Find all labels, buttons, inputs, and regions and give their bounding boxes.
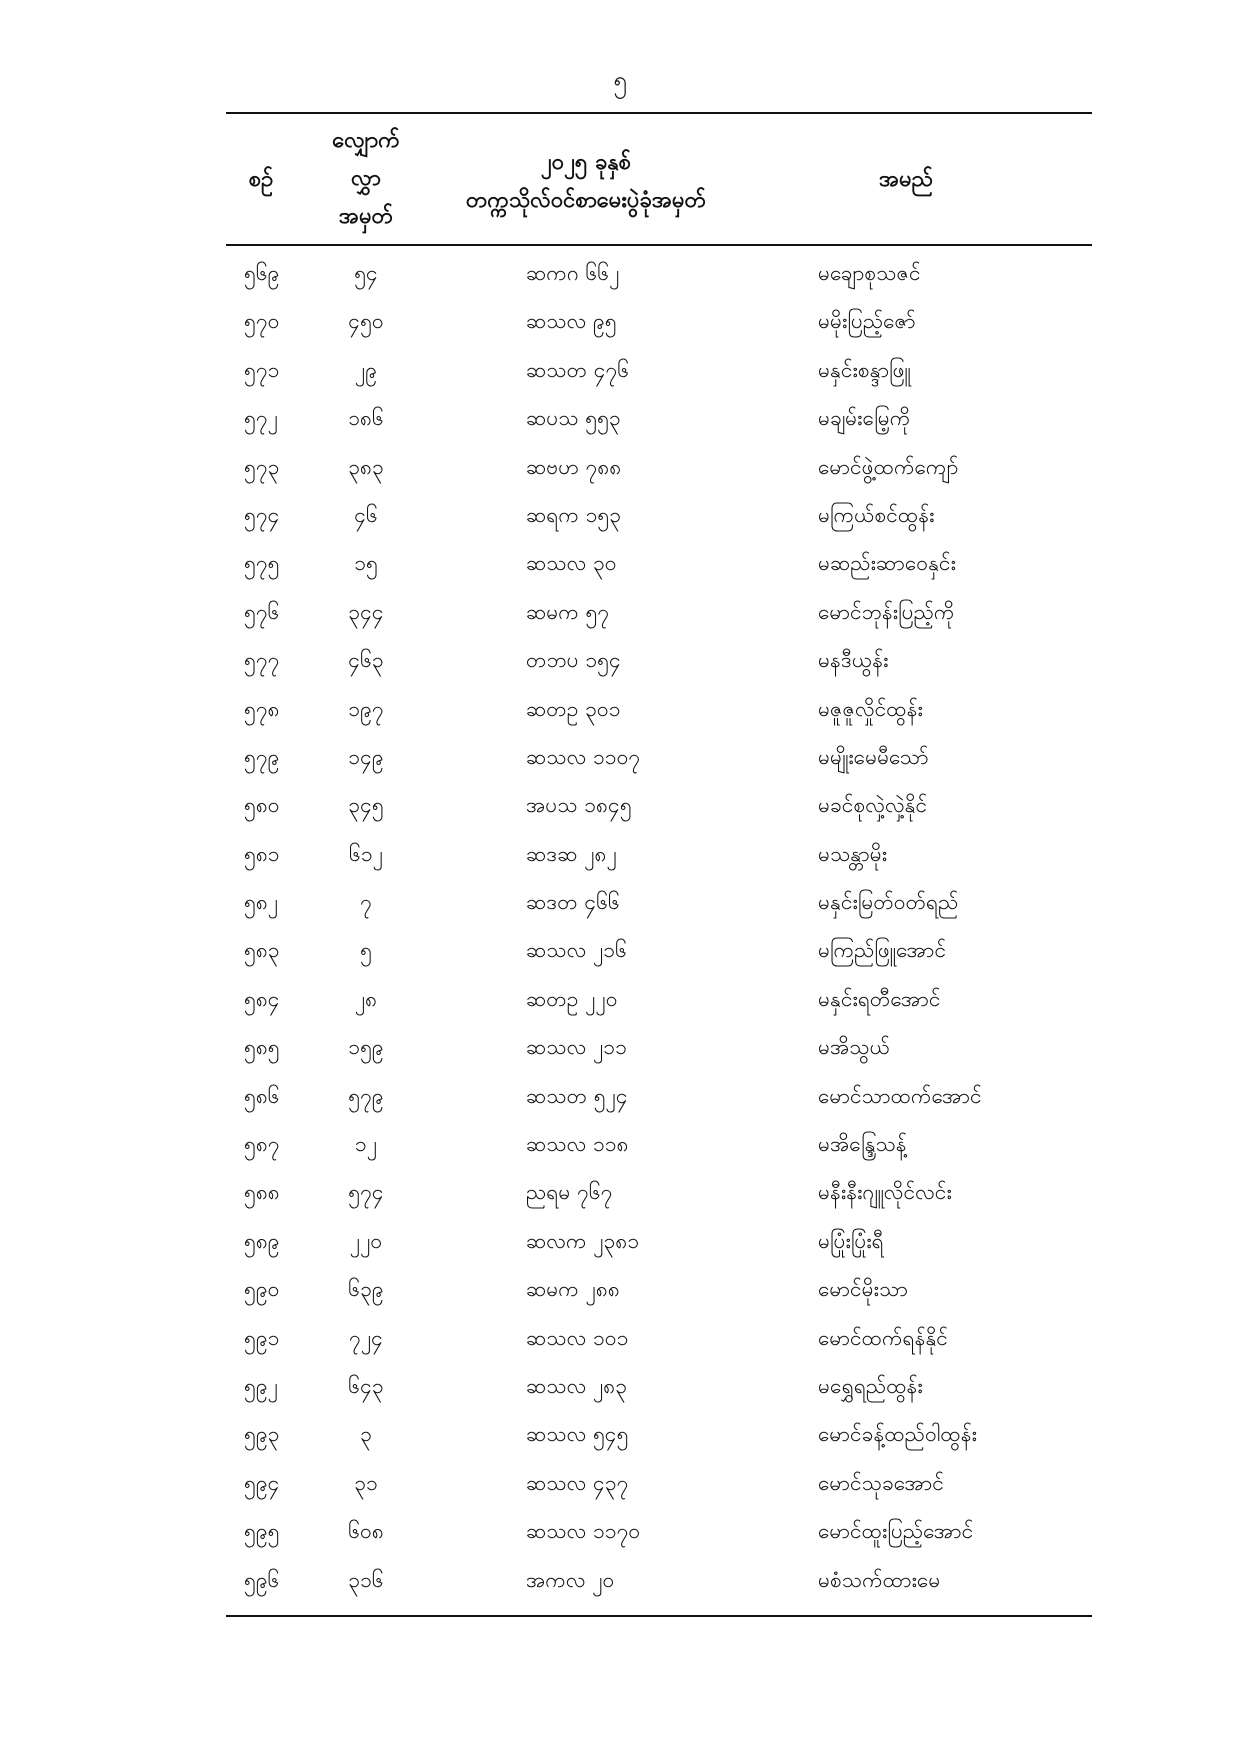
table-row: [226, 637, 1092, 685]
cell-name: မမျိုးမေမီသော်: [818, 744, 929, 769]
cell-seq: ၅၉၅: [244, 1519, 280, 1544]
cell-exam-seat: ဆသလ ၂၁၆: [526, 938, 627, 963]
cell-applicant-number: ၄၆: [354, 502, 378, 527]
cell-seq: ၅၈၀: [244, 793, 280, 818]
cell-seq: ၅၉၆: [244, 1567, 280, 1592]
cell-exam-seat: ဆသတ ၄၇၆: [526, 357, 630, 382]
cell-applicant-number: ၄၅၀: [348, 309, 384, 334]
cell-seq: ၅၉၄: [244, 1470, 280, 1495]
cell-name: မဇူဇူလှိုင်ထွန်း: [818, 696, 923, 721]
cell-name: မောင်မိုးသာ: [818, 1277, 908, 1302]
cell-seq: ၅၈၃: [244, 938, 280, 963]
cell-exam-seat: ဆဗဟ ၇၈၈: [526, 454, 622, 479]
cell-name: မနဒီယွန်း: [818, 648, 889, 673]
table-row: [226, 1218, 1092, 1266]
cell-seq: ၅၈၄: [244, 986, 280, 1011]
cell-name: မအိသွယ်: [818, 1035, 890, 1060]
table-row: [226, 1024, 1092, 1072]
cell-exam-seat: ဆမက ၂၈၈: [526, 1277, 620, 1302]
cell-applicant-number: ၂၈: [354, 986, 378, 1011]
cell-exam-seat: ဆကဂ ၆၆၂: [526, 261, 620, 285]
cell-seq: ၅၇၄: [244, 502, 280, 527]
cell-applicant-number: ၆၀၈: [348, 1519, 384, 1544]
cell-seq: ၅၇၆: [244, 599, 280, 624]
cell-exam-seat: ဆဒတ ၄၆၆: [526, 890, 620, 915]
cell-name: မောင်သာထက်အောင်: [818, 1083, 982, 1108]
table-row: [226, 347, 1092, 395]
cell-exam-seat: ဆသလ ၂၁၁: [526, 1035, 627, 1060]
cell-exam-seat: ဆသလ ၅၄၅: [526, 1422, 629, 1447]
cell-seq: ၅၈၁: [244, 841, 280, 866]
cell-exam-seat: ဆပသ ၅၅၃: [526, 406, 621, 431]
cell-applicant-number: ၆၃၉: [348, 1277, 384, 1302]
table-row: [226, 395, 1092, 443]
cell-seq: ၅၇၃: [244, 454, 280, 479]
table-row: [226, 1121, 1092, 1169]
cell-exam-seat: ဆသလ ၄၃၇: [526, 1470, 629, 1495]
cell-seq: ၅၈၈: [244, 1180, 280, 1205]
cell-name: မကြည်ဖြူအောင်: [818, 938, 947, 963]
table-row: [226, 1073, 1092, 1121]
page-number: ၅: [613, 66, 627, 94]
cell-exam-seat: တဘပ ၁၅၄: [526, 648, 621, 673]
cell-applicant-number: ၂၉: [354, 357, 378, 382]
cell-name: မောင်ခန့်ထည်ဝါထွန်း: [818, 1422, 977, 1447]
cell-seq: ၅၇၂: [244, 406, 278, 431]
table-row: [226, 1315, 1092, 1363]
table-row: [226, 250, 1092, 298]
cell-applicant-number: ၄၆၃: [348, 648, 384, 673]
table-row: [226, 1363, 1092, 1411]
cell-name: မောင်ထက်ရန်နိုင်: [818, 1325, 948, 1350]
cell-applicant-number: ၁၉၇: [348, 696, 384, 721]
cell-seq: ၅၈၆: [244, 1083, 280, 1108]
table-row: [226, 1508, 1092, 1556]
cell-name: မအိန္ဒြေသန့်: [818, 1132, 907, 1157]
cell-name: မကြယ်စင်ထွန်း: [818, 502, 935, 527]
cell-exam-seat: ဆတဥ ၃၀၁: [526, 696, 621, 721]
cell-applicant-number: ၃: [360, 1422, 372, 1447]
table-row: [226, 540, 1092, 588]
cell-applicant-number: ၇၂၄: [349, 1325, 383, 1350]
cell-exam-seat: ဆသလ ၁၁၈: [526, 1132, 629, 1157]
table-row: [226, 927, 1092, 975]
cell-seq: ၅၇၇: [244, 648, 280, 673]
cell-name: မပြုံးပြုံးရီ: [818, 1228, 884, 1253]
results-table: [226, 112, 1092, 1617]
cell-applicant-number: ၅၇၉: [348, 1083, 384, 1108]
cell-name: မောင်ဘုန်းပြည့်ကို: [818, 599, 955, 624]
cell-exam-seat: ဆသလ ၁၀၁: [526, 1325, 629, 1350]
cell-name: မနှင်းရတီအောင်: [818, 986, 941, 1011]
cell-applicant-number: ၁၅: [354, 551, 378, 576]
cell-exam-seat: ဆသတ ၅၂၄: [526, 1083, 628, 1108]
cell-seq: ၅၉၂: [244, 1373, 278, 1398]
cell-name: မချောစုသဇင်: [818, 261, 921, 285]
cell-seq: ၅၈၂: [244, 890, 279, 915]
cell-seq: ၅၆၉: [244, 261, 280, 285]
cell-name: မောင်ဖွဲ့ထက်ကျော်: [818, 454, 959, 479]
cell-applicant-number: ၃၁၆: [348, 1567, 384, 1592]
cell-applicant-number: ၁၅၉: [348, 1035, 384, 1060]
cell-name: မနီးနီးဂျူလိုင်လင်း: [818, 1180, 952, 1205]
table-row: [226, 734, 1092, 782]
cell-applicant-number: ၃၄၅: [348, 793, 384, 818]
header-applicant-line2: လွှာ: [351, 166, 381, 191]
header-exam-line2: တက္ကသိုလ်ဝင်စာမေးပွဲခုံအမှတ်: [465, 188, 707, 213]
cell-seq: ၅၇၉: [244, 744, 280, 769]
cell-name: မနှင်းမြတ်ဝတ်ရည်: [818, 890, 959, 915]
table-row: [226, 492, 1092, 540]
cell-seq: ၅၉၀: [244, 1277, 280, 1302]
cell-applicant-number: ၅၇၄: [348, 1180, 384, 1205]
cell-applicant-number: ၇: [360, 890, 372, 915]
cell-applicant-number: ၂၂၀: [349, 1228, 383, 1253]
cell-seq: ၅၇၀: [244, 309, 280, 334]
cell-exam-seat: ညရမ ၇၆၇: [526, 1180, 613, 1205]
header-exam-seat: [426, 144, 746, 220]
cell-exam-seat: ဆသလ ၁၁၀၇: [526, 744, 641, 769]
cell-applicant-number: ၅၄: [354, 261, 378, 285]
cell-exam-seat: ဆရက ၁၅၃: [526, 502, 622, 527]
cell-seq: ၅၈၇: [244, 1132, 280, 1157]
cell-name: မောင်သုခအောင်: [818, 1470, 944, 1495]
cell-name: မနှင်းစန္ဒာဖြူ: [818, 357, 911, 382]
cell-seq: ၅၈၉: [244, 1228, 280, 1253]
table-bottom-rule: [226, 1615, 1092, 1617]
cell-name: မရွှေရည်ထွန်း: [818, 1373, 923, 1398]
cell-applicant-number: ၃၄၄: [348, 599, 384, 624]
table-row: [226, 1266, 1092, 1314]
table-row: [226, 831, 1092, 879]
header-exam-line1: ၂၀၂၅ ခုနှစ်: [540, 150, 632, 175]
cell-seq: ၅၉၃: [244, 1422, 280, 1447]
cell-applicant-number: ၆၁၂: [349, 841, 383, 866]
cell-name: မဆည်းဆာဝေနှင်း: [818, 551, 956, 576]
table-row: [226, 782, 1092, 830]
cell-exam-seat: အကလ ၂၀: [526, 1567, 615, 1592]
cell-exam-seat: ဆသလ ၉၅: [526, 309, 617, 334]
cell-name: မသန္တာမိုး: [818, 841, 888, 866]
table-row: [226, 1557, 1092, 1605]
table-row: [226, 686, 1092, 734]
header-seq: စဉ်: [248, 167, 274, 192]
header-applicant-line1: လျှောက်: [332, 128, 400, 153]
table-row: [226, 879, 1092, 927]
cell-seq: ၅၈၅: [244, 1035, 280, 1060]
table-header: [226, 114, 1092, 244]
table-row: [226, 1169, 1092, 1217]
cell-applicant-number: ၃၈၃: [348, 454, 384, 479]
header-name: အမည်: [878, 167, 934, 192]
cell-applicant-number: ၁၈၆: [348, 406, 384, 431]
table-row: [226, 1411, 1092, 1459]
cell-seq: ၅၇၅: [244, 551, 280, 576]
cell-seq: ၅၇၁: [244, 357, 280, 382]
cell-exam-seat: ဆတဥ ၂၂၀: [526, 986, 618, 1011]
cell-seq: ၅၇၈: [244, 696, 280, 721]
table-row: [226, 1460, 1092, 1508]
cell-exam-seat: ဆသလ ၃၀: [526, 551, 617, 576]
table-row: [226, 589, 1092, 637]
cell-applicant-number: ၁၂: [354, 1132, 378, 1157]
table-row: [226, 976, 1092, 1024]
cell-exam-seat: အပသ ၁၈၄၅: [526, 793, 632, 818]
cell-name: မခင်စုလှဲ့လှဲ့နိုင်: [818, 793, 928, 818]
cell-exam-seat: ဆသလ ၂၈၃: [526, 1373, 628, 1398]
cell-name: မမိုးပြည့်ဇော်: [818, 309, 916, 334]
table-row: [226, 444, 1092, 492]
cell-applicant-number: ၁၄၉: [348, 744, 384, 769]
cell-exam-seat: ဆဒဆ ၂၈၂: [526, 841, 617, 866]
cell-applicant-number: ၆၄၃: [348, 1373, 384, 1398]
cell-name: မစံသက်ထားမေ: [818, 1567, 941, 1592]
cell-exam-seat: ဆသလ ၁၁၇၀: [526, 1519, 641, 1544]
table-body: [226, 246, 1092, 1615]
cell-exam-seat: ဆမက ၅၇: [526, 599, 610, 624]
table-row: [226, 298, 1092, 346]
header-applicant-line3: အမှတ်: [338, 204, 394, 229]
cell-seq: ၅၉၁: [244, 1325, 280, 1350]
cell-exam-seat: ဆလက ၂၃၈၁: [526, 1228, 640, 1253]
cell-name: မောင်ထူးပြည့်အောင်: [818, 1519, 974, 1544]
cell-applicant-number: ၃၁: [354, 1470, 378, 1495]
cell-applicant-number: ၅: [360, 938, 372, 963]
header-applicant-number: [306, 122, 426, 236]
cell-name: မချမ်းမြေ့ကို: [818, 406, 911, 431]
